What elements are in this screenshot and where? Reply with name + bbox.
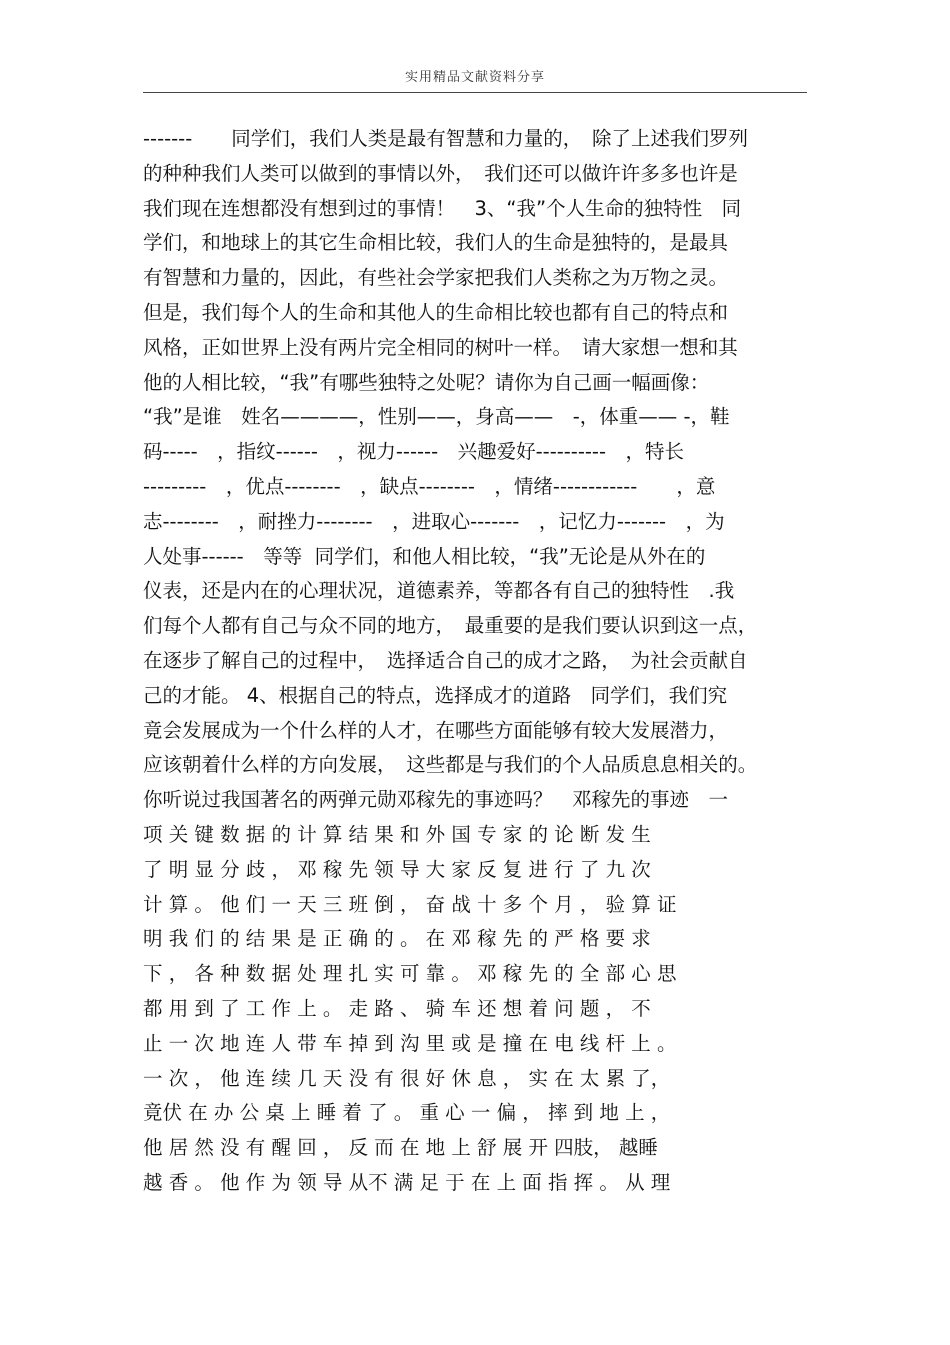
text-line: 应该朝着什么样的方向发展， 这些都是与我们的个人品质息息相关的。: [143, 753, 758, 777]
text-line: 竟会发展成为一个什么样的人才，在哪些方面能够有较大发展潜力，: [143, 718, 729, 742]
text-line: 计 算 。 他 们 一 天 三 班 倒 ， 奋 战 十 多 个 月 ， 验 算 证: [143, 892, 677, 916]
text-line: 们每个人都有自己与众不同的地方， 最重要的是我们要认识到这一点，: [143, 614, 758, 638]
text-line: 学们，和地球上的其它生命相比较，我们人的生命是独特的，是最具: [143, 231, 729, 255]
text-line: 我们现在连想都没有想到过的事情！ 3、“我”个人生命的独特性 同: [143, 196, 742, 220]
text-line: 竟伏 在 办 公 桌 上 睡 着 了 。 重 心 一 偏 ， 摔 到 地 上 ，: [143, 1101, 671, 1125]
text-line: 码----- ，指纹------ ，视力------ 兴趣爱好---------- ，特长: [143, 440, 684, 464]
text-line: 志-------- ，耐挫力-------- ，进取心------- ，记忆力------- ，为: [143, 509, 725, 533]
text-line: 一 次 ， 他 连 续 几 天 没 有 很 好 休 息 ， 实 在 太 累 了，: [143, 1066, 671, 1090]
text-line: 止 一 次 地 连 人 带 车 掉 到 沟 里 或 是 撞 在 电 线 杆 上 。: [143, 1031, 677, 1055]
text-line: 风格，正如世界上没有两片完全相同的树叶一样。 请大家想一想和其: [143, 335, 738, 359]
text-line: 在逐步了解自己的过程中， 选择适合自己的成才之路， 为社会贡献自: [143, 648, 748, 672]
text-line: 人处事------ 等等 同学们，和他人相比较，“我”无论是从外在的: [143, 544, 706, 568]
text-line: “我”是谁 姓名————，性别——，身高—— -，体重—— -，鞋: [143, 405, 730, 429]
text-line: ------- 同学们，我们人类是最有智慧和力量的， 除了上述我们罗列: [143, 127, 749, 150]
text-line: 明 我 们 的 结 果 是 正 确 的 。 在 邓 稼 先 的 严 格 要 求: [143, 927, 651, 951]
text-line: 了 明 显 分 歧 ， 邓 稼 先 领 导 大 家 反 复 进 行 了 九 次: [143, 857, 651, 881]
header-divider: [143, 92, 807, 93]
text-line: 他 居 然 没 有 醒 回 ， 反 而 在 地 上 舒 展 开 四肢， 越睡: [143, 1136, 658, 1160]
page-header: 实用精品文献资料分享: [404, 70, 545, 85]
text-line: 都 用 到 了 工 作 上 。 走 路 、 骑 车 还 想 着 问 题 ， 不: [143, 996, 651, 1020]
text-line: 但是，我们每个人的生命和其他人的生命相比较也都有自己的特点和: [143, 300, 729, 324]
text-line: --------- ，优点-------- ，缺点-------- ，情绪------------ ，意: [143, 474, 716, 498]
text-line: 下 ， 各 种 数 据 处 理 扎 实 可 靠 。 邓 稼 先 的 全 部 心 思: [143, 962, 677, 986]
text-line: 有智慧和力量的，因此，有些社会学家把我们人类称之为万物之灵。: [143, 266, 729, 290]
text-line: 他的人相比较，“我”有哪些独特之处呢？请你为自己画一幅画像：: [143, 370, 710, 394]
text-line: 项 关 键 数 据 的 计 算 结 果 和 外 国 专 家 的 论 断 发 生: [143, 822, 651, 846]
text-line: 己的才能。 4、根据自己的特点，选择成才的道路 同学们，我们究: [143, 683, 728, 707]
text-line: 的种种我们人类可以做到的事情以外， 我们还可以做许许多多也许是: [143, 161, 738, 185]
text-line: 仪表，还是内在的心理状况，道德素养，等都各有自己的独特性 .我: [143, 579, 735, 603]
text-line: 越 香 。 他 作 为 领 导 从不 满 足 于 在 上 面 指 挥 。 从 理: [143, 1170, 671, 1194]
document-body: [143, 122, 813, 1201]
text-line: 你听说过我国著名的两弹元勋邓稼先的事迹吗？ 邓稼先的事迹 一: [143, 788, 729, 812]
